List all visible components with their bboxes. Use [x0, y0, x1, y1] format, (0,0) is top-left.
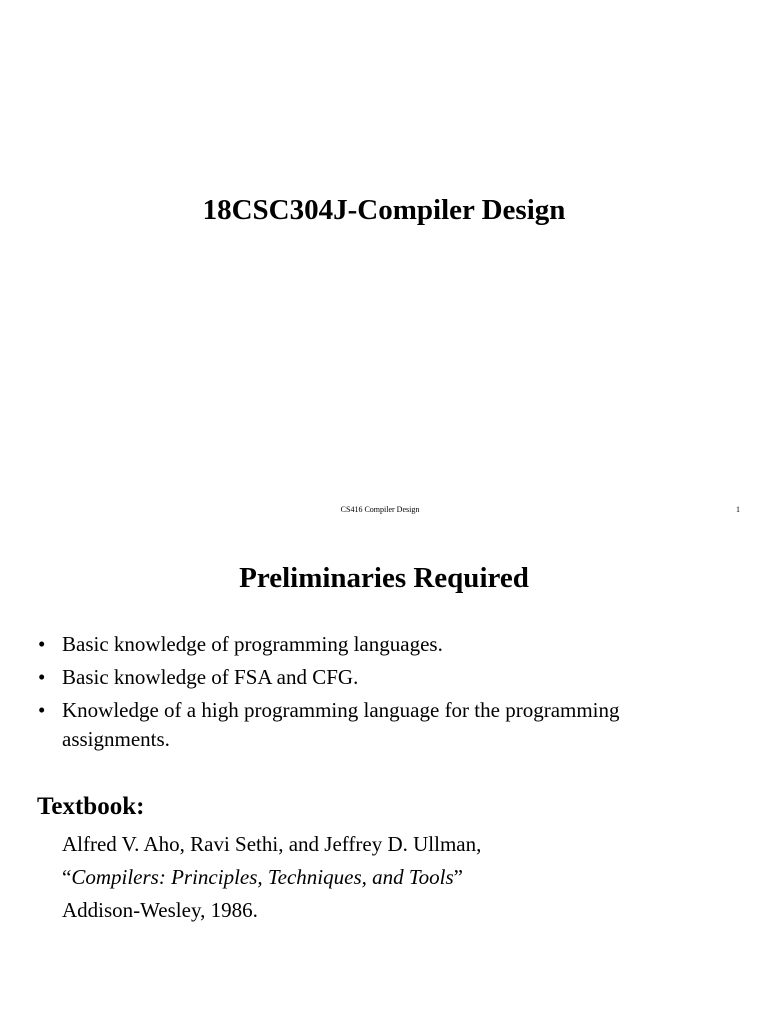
list-item — [38, 630, 718, 659]
list-item — [38, 696, 718, 754]
prerequisites-list — [38, 630, 718, 758]
bullet-text: Basic knowledge of FSA and CFG. — [62, 665, 359, 689]
list-item — [38, 663, 718, 692]
textbook-title-line — [62, 861, 742, 894]
bullet-icon: • — [38, 632, 46, 656]
bullet-icon: • — [38, 665, 46, 689]
textbook-title: Compilers: Principles, Techniques, and Tools — [71, 865, 454, 889]
bullet-icon: • — [38, 698, 46, 722]
close-quote: ” — [453, 865, 463, 889]
bullet-text: Knowledge of a high programming language for the programming assignments. — [62, 698, 620, 751]
page-number: 1 — [736, 505, 740, 514]
textbook-authors: Alfred V. Aho, Ravi Sethi, and Jeffrey D. Ullman, — [62, 832, 482, 856]
course-title: 18CSC304J-Compiler Design — [202, 194, 566, 226]
preliminaries-title: Preliminaries Required — [239, 562, 529, 594]
preliminaries-slide — [0, 530, 768, 1024]
textbook-publisher: Addison-Wesley, 1986. — [62, 898, 258, 922]
textbook-citation — [62, 828, 742, 927]
open-quote: “ — [62, 865, 72, 889]
textbook-heading: Textbook: — [37, 793, 145, 820]
slide-footer: CS416 Compiler Design — [340, 505, 420, 514]
bullet-text: Basic knowledge of programming languages. — [62, 632, 443, 656]
